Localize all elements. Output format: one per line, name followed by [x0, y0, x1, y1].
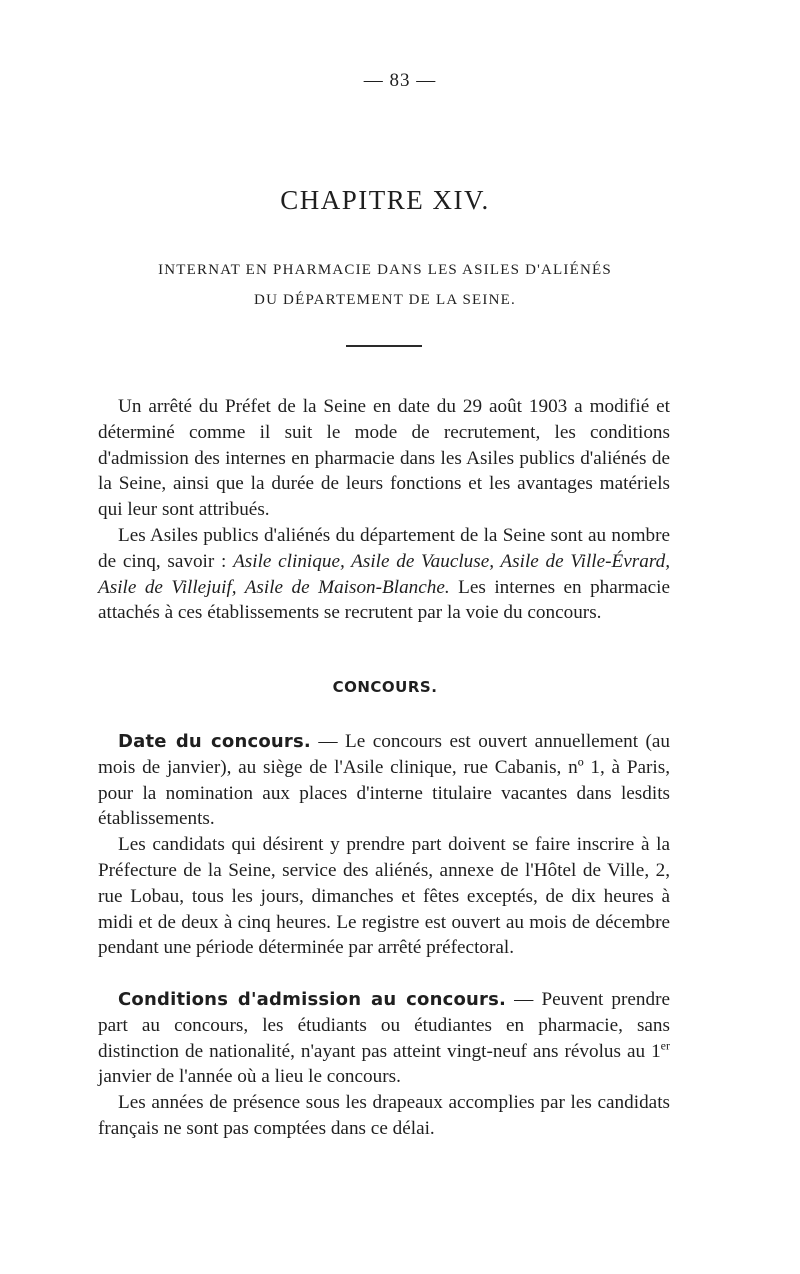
chapter-subtitle	[100, 255, 670, 315]
title-divider	[346, 345, 422, 347]
subtitle-line-2: DU DÉPARTEMENT DE LA SEINE.	[254, 292, 516, 308]
date-concours-heading: Date du concours.	[118, 731, 311, 752]
intro-paragraph-2-end: Les internes en pharmacie attachés à ces établissements se recrutent par la voie du concours.	[98, 576, 670, 624]
subtitle-line-1: INTERNAT EN PHARMACIE DANS LES ASILES D'ALIÉNÉS	[158, 262, 612, 278]
conditions-paragraph-2: Les années de présence sous les drapeaux accomplies par les candidats français ne sont pas comptées dans ce délai.	[98, 1092, 670, 1139]
date-concours-text: — Le concours est ouvert annuellement (au mois de janvier), au siège de l'Asile clinique, rue Cabanis, nº 1, à Paris, pour la nomination aux places d'interne titulaire vacantes dans lesdits établissements.	[98, 731, 670, 830]
intro-paragraph-2	[98, 523, 670, 626]
asiles-list: Asile clinique, Asile de Vaucluse, Asile de Ville-Évrard, Asile de Villejuif, Asile de Maison-Blanche.	[98, 550, 670, 598]
date-concours-section	[98, 729, 670, 961]
conditions-paragraph-1	[98, 987, 670, 1090]
conditions-text-end: janvier de l'année où a lieu le concours.	[98, 1066, 401, 1088]
conditions-heading: Conditions d'admission au concours.	[118, 989, 507, 1010]
chapter-title: CHAPITRE XIV.	[280, 185, 490, 215]
date-concours-paragraph-2: Les candidats qui désirent y prendre part doivent se faire inscrire à la Préfecture de la Seine, service des aliénés, annexe de l'Hôtel de Ville, 2, rue Lobau, tous les jours, dimanches et fêtes exceptés, de dix heures à midi et de deux à cinq heures. Le registre est ouvert au mois de décembre pendant une période déterminée par arrêté préfectoral.	[98, 834, 670, 959]
conditions-superscript: er	[660, 1038, 670, 1053]
intro-paragraph-2-start: Les Asiles publics d'aliénés du département de la Seine sont au nombre de cinq, savoir :	[98, 524, 670, 572]
section-heading-concours: CONCOURS.	[332, 678, 438, 696]
date-concours-paragraph-1	[98, 729, 670, 832]
page-number: — 83 —	[363, 70, 437, 91]
conditions-section	[98, 987, 670, 1142]
conditions-text-start: — Peuvent prendre part au concours, les étudiants ou étudiantes en pharmacie, sans distinction de nationalité, n'ayant pas atteint vingt-neuf ans révolus au 1	[98, 989, 670, 1062]
intro-text	[98, 394, 670, 626]
intro-paragraph-1: Un arrêté du Préfet de la Seine en date du 29 août 1903 a modifié et déterminé comme il suit le mode de recrutement, les conditions d'admission des internes en pharmacie dans les Asiles publics d'aliénés de la Seine, ainsi que la durée de leurs fonctions et les avantages matériels qui leur sont attribués.	[98, 396, 670, 521]
